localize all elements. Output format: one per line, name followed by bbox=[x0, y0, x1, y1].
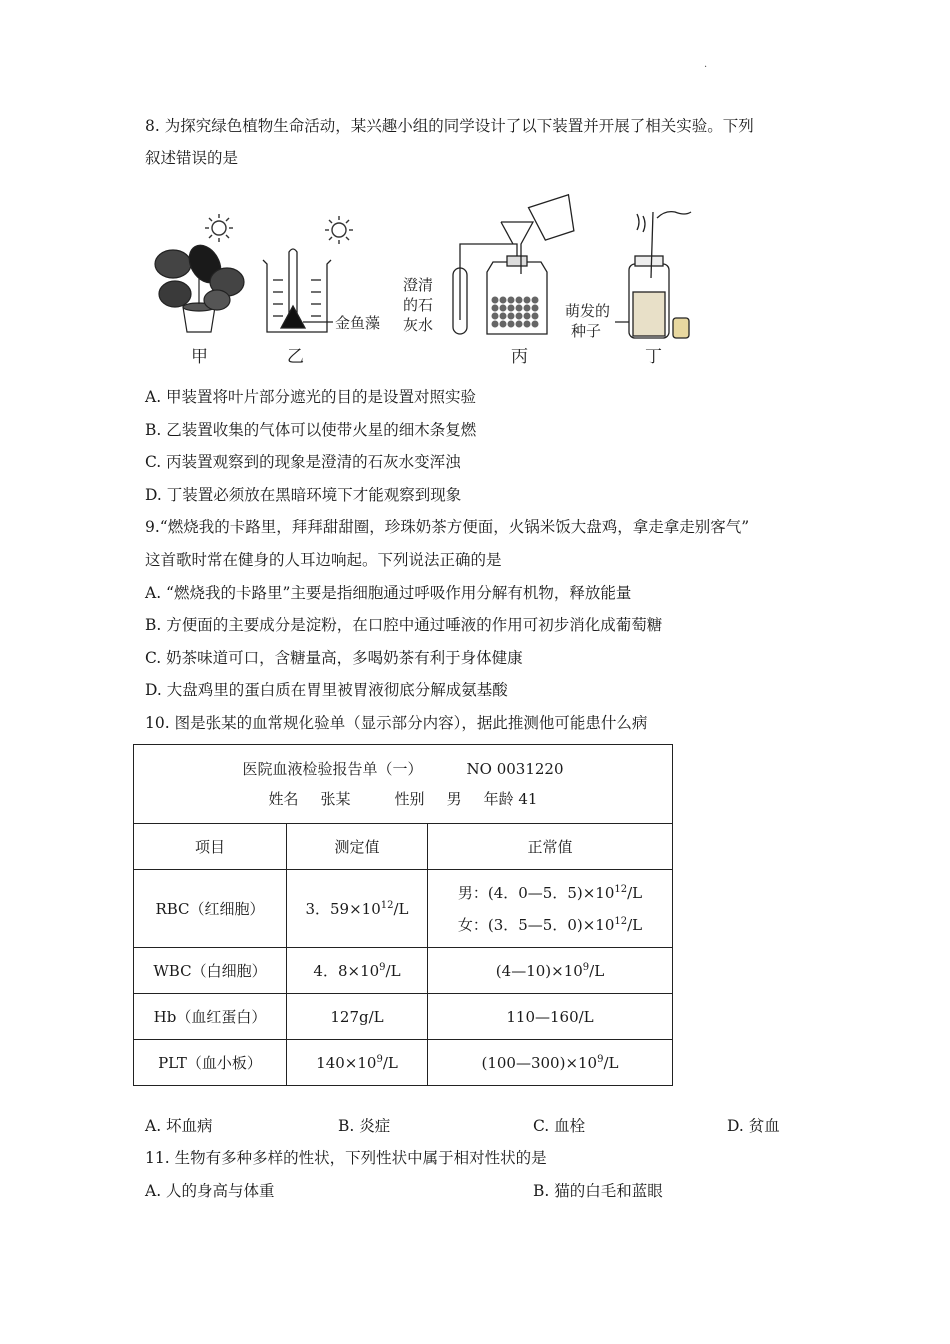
page-dot: · bbox=[704, 62, 708, 73]
q8-option-a[interactable]: A. 甲装置将叶片部分遮光的目的是设置对照实验 bbox=[145, 388, 477, 406]
plt-normal: $(100—300)\times 10^9/L$ bbox=[428, 1040, 673, 1086]
label-bing: 丙 bbox=[511, 347, 528, 367]
report-title: 医院血液检验报告单（一） bbox=[242, 760, 423, 778]
wbc-item: WBC（白细胞） bbox=[134, 948, 287, 994]
age-label: 年龄 bbox=[483, 790, 514, 808]
hb-value: 127g/L bbox=[287, 994, 428, 1040]
limewater-label-2: 的石 bbox=[403, 296, 434, 314]
name-value: 张某 bbox=[320, 790, 351, 808]
name-label: 姓名 bbox=[268, 790, 299, 808]
rbc-value: 3．$59\times 10^{12}/L$ bbox=[287, 870, 428, 948]
q10-option-c[interactable]: C. 血栓 bbox=[533, 1117, 586, 1135]
q9-option-d[interactable]: D. 大盘鸡里的蛋白质在胃里被胃液彻底分解成氨基酸 bbox=[145, 681, 508, 699]
blood-test-report-table bbox=[133, 744, 673, 1086]
table-row bbox=[134, 1040, 673, 1086]
report-header bbox=[134, 745, 673, 824]
q8-stem-line-1: 8. 为探究绿色植物生命活动，某兴趣小组的同学设计了以下装置并开展了相关实验。下列 bbox=[145, 117, 754, 135]
table-row bbox=[134, 870, 673, 948]
q8-stem-line-2: 叙述错误的是 bbox=[145, 149, 239, 167]
report-number: NO 0031220 bbox=[466, 760, 564, 778]
wbc-normal: $(4—10)\times 10^9/L$ bbox=[428, 948, 673, 994]
sex-label: 性别 bbox=[394, 790, 425, 808]
q10-option-b[interactable]: B. 炎症 bbox=[338, 1117, 391, 1135]
rbc-normal-male: 男：(4．0—5．5)×10 bbox=[457, 883, 615, 902]
q9-stem-line-1: 9.“燃烧我的卡路里，拜拜甜甜圈，珍珠奶茶方便面，火锅米饭大盘鸡，拿走拿走别客气” bbox=[145, 518, 750, 536]
rbc-item: RBC（红细胞） bbox=[134, 870, 287, 948]
beaker-icon bbox=[263, 249, 333, 332]
label-yi: 乙 bbox=[287, 347, 304, 367]
q11-stem: 11. 生物有多种多样的性状，下列性状中属于相对性状的是 bbox=[145, 1149, 547, 1167]
label-jia: 甲 bbox=[191, 347, 208, 367]
table-row bbox=[134, 948, 673, 994]
q10-stem: 10. 图是张某的血常规化验单（显示部分内容），据此推测他可能患什么病 bbox=[145, 714, 648, 732]
plt-item: PLT（血小板） bbox=[134, 1040, 287, 1086]
q10-option-d[interactable]: D. 贫血 bbox=[727, 1117, 780, 1135]
q8-option-c[interactable]: C. 丙装置观察到的现象是澄清的石灰水变浑浊 bbox=[145, 453, 461, 471]
potted-plant-icon bbox=[155, 240, 244, 332]
q9-option-c[interactable]: C. 奶茶味道可口，含糖量高，多喝奶茶有利于身体健康 bbox=[145, 649, 523, 667]
plt-value: $140\times 10^9/L$ bbox=[287, 1040, 428, 1086]
col-normal-header: 正常值 bbox=[428, 824, 673, 870]
q9-option-a[interactable]: A. “燃烧我的卡路里”主要是指细胞通过呼吸作用分解有机物，释放能量 bbox=[145, 584, 632, 602]
germinating-seeds-label-1: 萌发的 bbox=[565, 302, 611, 320]
q8-option-b[interactable]: B. 乙装置收集的气体可以使带火星的细木条复燃 bbox=[145, 421, 477, 439]
q11-option-b[interactable]: B. 猫的白毛和蓝眼 bbox=[533, 1182, 663, 1200]
sex-value: 男 bbox=[446, 790, 462, 808]
limewater-label-3: 灰水 bbox=[403, 316, 434, 334]
jar-candle-icon bbox=[615, 212, 691, 338]
goldfish-weed-label: 金鱼藻 bbox=[335, 314, 381, 332]
table-header-row bbox=[134, 824, 673, 870]
hb-normal: 110—160/L bbox=[428, 994, 673, 1040]
rbc-normal: 男：(4．0—5．$5)\times 10^{12}/L$ 女：(3．5—5．$0)\times 10^{12}/L$ bbox=[428, 870, 673, 948]
flask-apparatus-icon bbox=[453, 195, 580, 334]
age-value: 41 bbox=[518, 790, 538, 808]
germinating-seeds-label-2: 种子 bbox=[571, 322, 602, 340]
q10-option-a[interactable]: A. 坏血病 bbox=[145, 1117, 213, 1135]
hb-item: Hb（血红蛋白） bbox=[134, 994, 287, 1040]
limewater-label-1: 澄清 bbox=[403, 276, 434, 294]
q9-stem-line-2: 这首歌时常在健身的人耳边响起。下列说法正确的是 bbox=[145, 551, 502, 569]
col-item-header: 项目 bbox=[134, 824, 287, 870]
q8-experiment-figure bbox=[145, 182, 705, 372]
sun-icon bbox=[325, 216, 353, 244]
rbc-normal-female: 女：(3．5—5．0)×10 bbox=[457, 915, 615, 934]
wbc-value: 4．$8\times 10^9/L$ bbox=[287, 948, 428, 994]
sun-icon bbox=[205, 214, 233, 242]
col-measured-header: 测定值 bbox=[287, 824, 428, 870]
table-row bbox=[134, 994, 673, 1040]
q8-option-d[interactable]: D. 丁装置必须放在黑暗环境下才能观察到现象 bbox=[145, 486, 462, 504]
label-ding: 丁 bbox=[645, 347, 662, 367]
q9-option-b[interactable]: B. 方便面的主要成分是淀粉，在口腔中通过唾液的作用可初步消化成葡萄糖 bbox=[145, 616, 663, 634]
q11-option-a[interactable]: A. 人的身高与体重 bbox=[145, 1182, 275, 1200]
